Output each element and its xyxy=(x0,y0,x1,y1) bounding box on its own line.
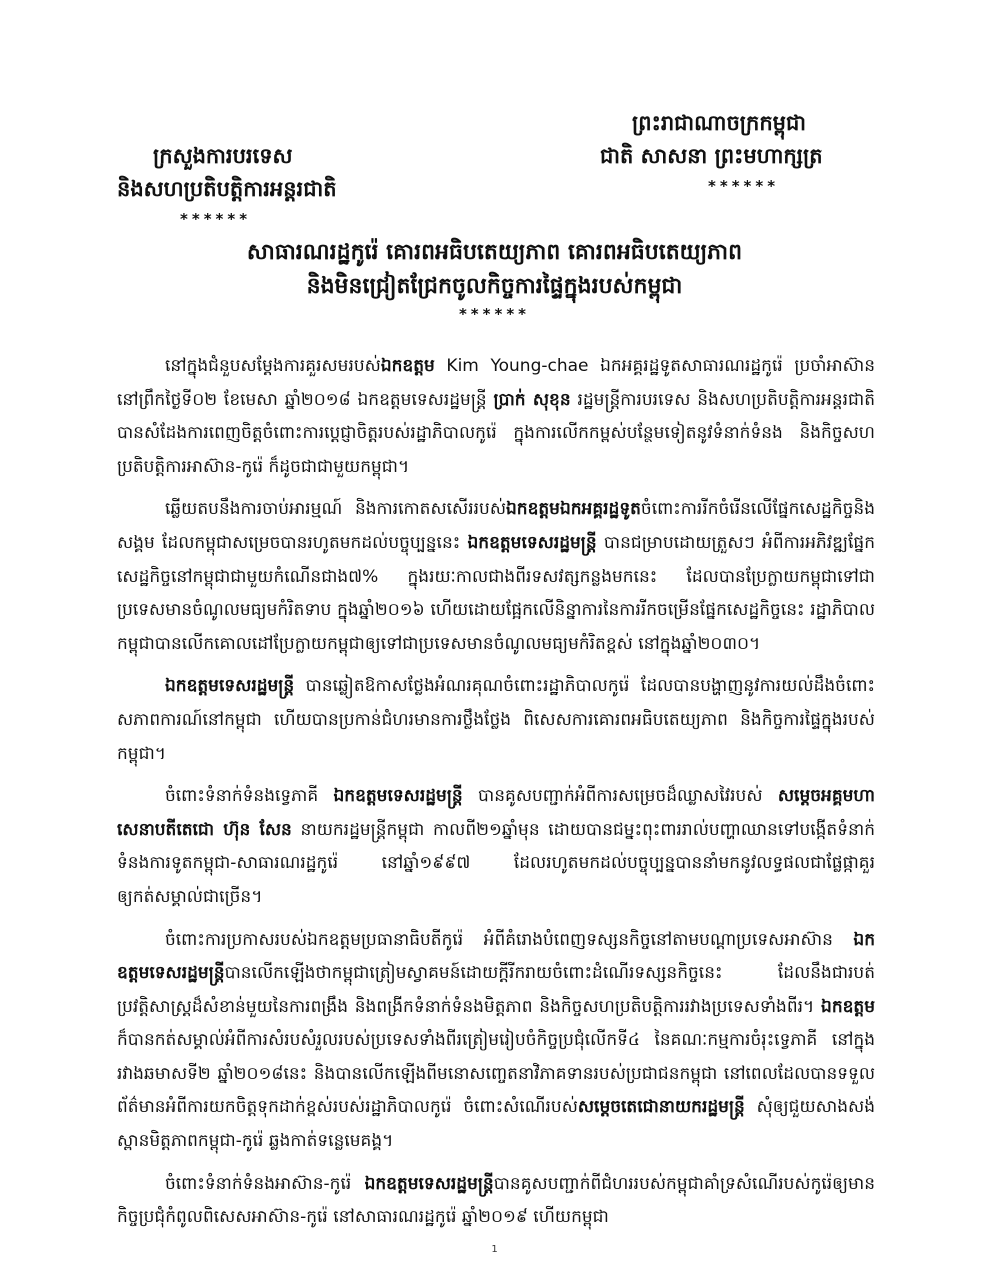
document-title-line2: និងមិនជ្រៀតជ្រែកចូលកិច្ចការផ្ទៃក្នុងរបស់កម្ពុជា xyxy=(306,274,683,299)
national-motto: ជាតិ សាសនា ព្រះមហាក្សត្រ xyxy=(600,144,823,168)
document-body xyxy=(117,350,875,1244)
motto-stars: ****** xyxy=(708,177,780,195)
ministry-name-line1: ក្រសួងការបរទេស xyxy=(153,144,293,168)
paragraph-3: ឯកឧត្តមទេសរដ្ឋមន្ត្រី បានឆ្លៀតឱកាសថ្លែងអំណរគុណចំពោះរដ្ឋាភិបាលកូរ៉េ ដែលបានបង្ហាញនូវការយល់ដឹងចំពោះសភាពការណ៍នៅកម្ពុជា ហើយបានប្រកាន់ជំហរមានការថ្លឹងថ្លែង ពិសេសការគោរពអធិបតេយ្យភាព និងកិច្ចការផ្ទៃក្នុងរបស់កម្ពុជា។ xyxy=(117,676,875,764)
kingdom-heading: ព្រះរាជាណាចក្រកម្ពុជា xyxy=(632,111,807,135)
paragraph-5: ចំពោះការប្រកាសរបស់ឯកឧត្តមប្រធានាធិបតីកូរ៉េ អំពីគំរោងបំពេញទស្សនកិច្ចនៅតាមបណ្តាប្រទេសអាស៊ាន ឯកឧត្តមទេសរដ្ឋមន្ត្រីបានលើកឡើងថាកម្ពុជាត្រៀមស្វាគមន៍ដោយក្តីរីករាយចំពោះដំណើរទស្សនកិច្ចនេះ ដែលនឹងជារបត់ប្រវត្តិសាស្ត្រដ៏សំខាន់មួយនៃការពង្រឹង និងពង្រីកទំនាក់ទំនងមិត្តភាព និងកិច្ចសហប្រតិបត្តិការរវាងប្រទេសទាំងពីរ។ ឯកឧត្តមក៏បានកត់សម្គាល់អំពីការសំរបសំរួលរបស់ប្រទេសទាំងពីរត្រៀមរៀបចំកិច្ចប្រជុំលើកទី៤ នៃគណៈកម្មការចំរុះទ្វេភាគី នៅក្នុងរវាងឆមាសទី២ ឆ្នាំ២០១៨នេះ និងបានលើកឡើងពីមនោសញ្ចេតនាវិភាគទានរបស់ប្រជាជនកម្ពុជា នៅពេលដែលបានទទួលព័ត៌មានអំពីការយកចិត្តទុកដាក់ខ្ពស់របស់រដ្ឋាភិបាលកូរ៉េ ចំពោះសំណើរបស់សម្តេចតេជោនាយករដ្ឋមន្ត្រី សុំឲ្យជួយសាងសង់ស្ពានមិត្តភាពកម្ពុជា-កូរ៉េ ឆ្លងកាត់ទន្លេមេគង្គ។ xyxy=(117,929,875,1152)
ministry-stars: ****** xyxy=(180,210,252,228)
paragraph-4: ចំពោះទំនាក់ទំនងទ្វេភាគី ឯកឧត្តមទេសរដ្ឋមន្ត្រី បានគូសបញ្ជាក់អំពីការសម្រេចដ៏ឈ្លាសវៃរបស់ សម្តេចអគ្គមហាសេនាបតីតេជោ ហ៊ុន សែន នាយករដ្ឋមន្ត្រីកម្ពុជា កាលពី២១ឆ្នាំមុន ដោយបានជម្នះពុះពាររាល់បញ្ហាឈានទៅបង្កើតទំនាក់ទំនងការទូតកម្ពុជា-សាធារណរដ្ឋកូរ៉េ នៅឆ្នាំ១៩៩៧ ដែលរហូតមកដល់បច្ចុប្បន្នបាននាំមកនូវលទ្ធផលជាផ្លែផ្កាគួរឲ្យកត់សម្គាល់ជាច្រើន។ xyxy=(117,786,875,907)
document-title-line1: សាធារណរដ្ឋកូរ៉េ គោរពអធិបតេយ្យភាព គោរពអធិបតេយ្យភាព xyxy=(246,240,743,265)
paragraph-2: ឆ្លើយតបនឹងការចាប់អារម្មណ៍ និងការកោតសសើររបស់ឯកឧត្តមឯកអគ្គរដ្ឋទូតចំពោះការរីកចំរើនលើផ្នែកសេដ្ឋកិច្ចនិងសង្គម ដែលកម្ពុជាសម្រេចបានរហូតមកដល់បច្ចុប្បន្ននេះ ឯកឧត្តមទេសរដ្ឋមន្ត្រី បានជម្រាបដោយត្រួសៗ អំពីការអភិវឌ្ឍផ្នែកសេដ្ឋកិច្ចនៅកម្ពុជាជាមួយកំណើនជាង៧% ក្នុងរយៈកាលជាងពីរទសវត្សកន្លងមកនេះ ដែលបានប្រែក្លាយកម្ពុជាទៅជាប្រទេសមានចំណូលមធ្យមកំរិតទាប ក្នុងឆ្នាំ២០១៦ ហើយដោយផ្អែកលើនិន្នាការនៃការរីកចម្រើនផ្នែកសេដ្ឋកិច្ចនេះ រដ្ឋាភិបាលកម្ពុជាបានលើកគោលដៅប្រែក្លាយកម្ពុជាឲ្យទៅជាប្រទេសមានចំណូលមធ្យមកំរិតខ្ពស់ នៅក្នុងឆ្នាំ២០៣០។ xyxy=(117,499,875,654)
title-stars: ****** xyxy=(458,305,531,323)
paragraph-6: ចំពោះទំនាក់ទំនងអាស៊ាន-កូរ៉េ ឯកឧត្តមទេសរដ្ឋមន្ត្រីបានគូសបញ្ជាក់ពីជំហររបស់កម្ពុជាគាំទ្រសំណើរបស់កូរ៉េឲ្យមានកិច្ចប្រជុំកំពូលពិសេសអាស៊ាន-កូរ៉េ នៅសាធារណរដ្ឋកូរ៉េ ឆ្នាំ២០១៩ ហើយកម្ពុជា xyxy=(117,1173,875,1228)
page-number: 1 xyxy=(491,1244,498,1255)
ministry-name-line2: និងសហប្រតិបត្តិការអន្តរជាតិ xyxy=(117,177,337,201)
paragraph-1: នៅក្នុងជំនួបសម្តែងការគួរសមរបស់ឯកឧត្តម Kim Young-chae ឯកអគ្គរដ្ឋទូតសាធារណរដ្ឋកូរ៉េ ប្រចាំអាស៊ាន នៅព្រឹកថ្ងៃទី០២ ខែមេសា ឆ្នាំ២០១៨ ឯកឧត្តមទេសរដ្ឋមន្ត្រី ប្រាក់ សុខុន រដ្ឋមន្ត្រីការបរទេស និងសហប្រតិបត្តិការអន្តរជាតិ បានសំដែងការពេញចិត្តចំពោះការប្តេជ្ញាចិត្តរបស់រដ្ឋាភិបាលកូរ៉េ ក្នុងការលើកកម្ពស់បន្ថែមទៀតនូវទំនាក់ទំនង និងកិច្ចសហប្រតិបត្តិការអាស៊ាន-កូរ៉េ ក៏ដូចជាជាមួយកម្ពុជា។ xyxy=(117,356,875,477)
